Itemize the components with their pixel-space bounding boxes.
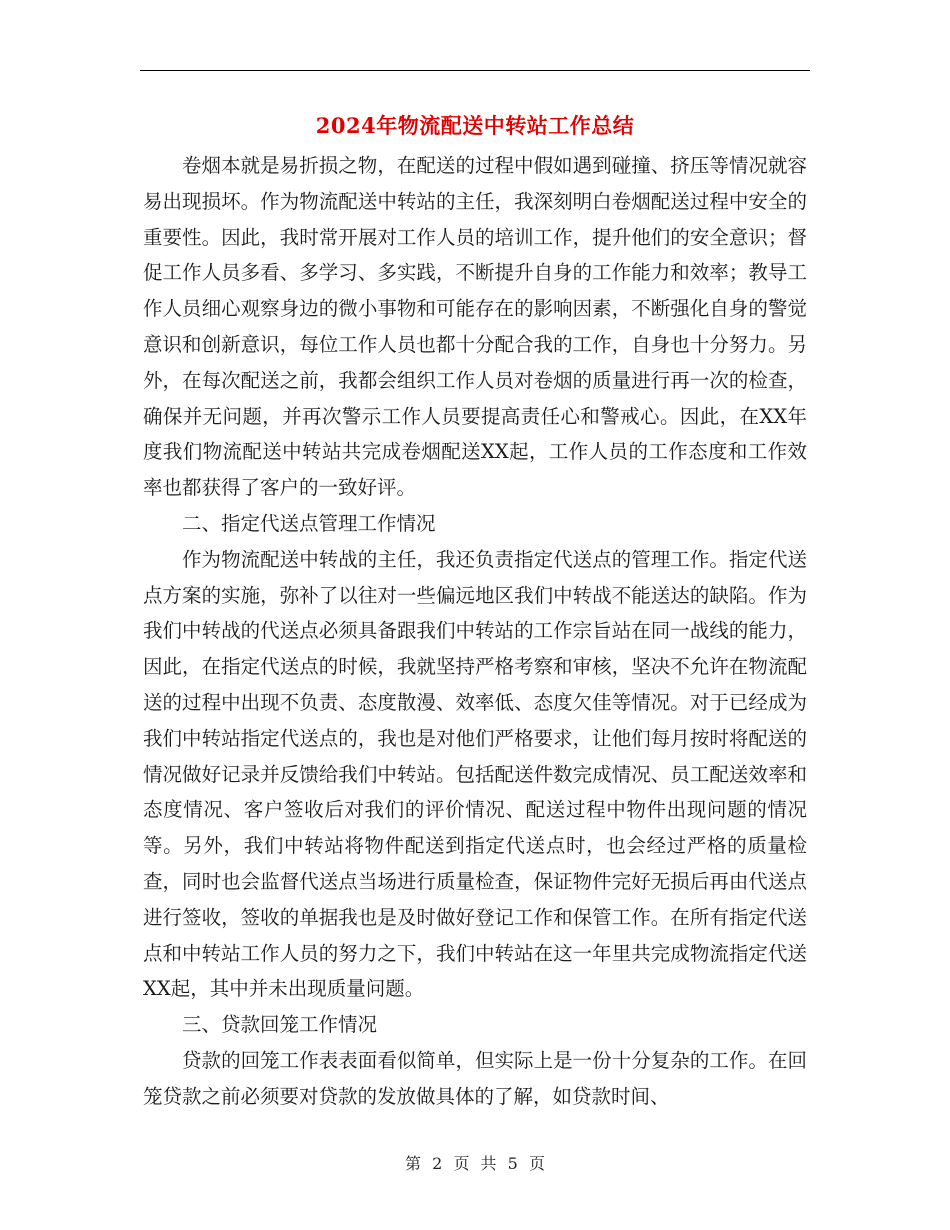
page-prefix: 第 xyxy=(405,1154,422,1173)
header-rule xyxy=(140,70,810,71)
page-unit: 页 xyxy=(453,1154,470,1173)
paragraph-designated-delivery: 作为物流配送中转战的主任，我还负责指定代送点的管理工作。指定代送点方案的实施，弥补了以往对一些偏远地区我们中转战不能送达的缺陷。作为我们中转战的代送点必须具备跟我们中转站的工作宗旨站在同一战线的能力，因此，在指定代送点的时候，我就坚持严格考察和审核，坚决不允许在物流配送的过程中出现不负责、态度散漫、效率低、态度欠佳等情况。对于已经成为我们中转站指定代送点的，我也是对他们严格要求，让他们每月按时将配送的情况做好记录并反馈给我们中转站。包括配送件数完成情况、员工配送效率和态度情况、客户签收后对我们的评价情况、配送过程中物件出现问题的情况等。另外，我们中转站将物件配送到指定代送点时，也会经过严格的质量检查，同时也会监督代送点当场进行质量检查，保证物件完好无损后再由代送点进行签收，签收的单据我也是及时做好登记工作和保管工作。在所有指定代送点和中转站工作人员的努力之下，我们中转站在这一年里共完成物流指定代送XX起，其中并未出现质量问题。 xyxy=(143,547,807,1001)
paragraph-loan-recovery: 贷款的回笼工作表表面看似简单，但实际上是一份十分复杂的工作。在回笼贷款之前必须要对贷款的发放做具体的了解，如贷款时间、 xyxy=(143,1048,807,1108)
current-page-number: 2 xyxy=(432,1154,443,1173)
section-heading-loan-recovery: 三、贷款回笼工作情况 xyxy=(182,1013,378,1037)
document-body xyxy=(143,148,807,1115)
paragraph-intro: 卷烟本就是易折损之物，在配送的过程中假如遇到碰撞、挤压等情况就容易出现损坏。作为物流配送中转站的主任，我深刻明白卷烟配送过程中安全的重要性。因此，我时常开展对工作人员的培训工作，提升他们的安全意识；督促工作人员多看、多学习、多实践，不断提升自身的工作能力和效率；教导工作人员细心观察身边的微小事物和可能存在的影响因素，不断强化自身的警觉意识和创新意识，每位工作人员也都十分配合我的工作，自身也十分努力。另外，在每次配送之前，我都会组织工作人员对卷烟的质量进行再一次的检查，确保并无问题，并再次警示工作人员要提高责任心和警戒心。因此，在XX年度我们物流配送中转站共完成卷烟配送XX起，工作人员的工作态度和工作效率也都获得了客户的一致好评。 xyxy=(143,154,807,500)
page-footer xyxy=(0,1152,950,1176)
document-title: 2024年物流配送中转站工作总结 xyxy=(315,113,635,138)
section-heading-designated-delivery: 二、指定代送点管理工作情况 xyxy=(182,511,436,535)
total-prefix: 共 xyxy=(480,1154,497,1173)
total-unit: 页 xyxy=(528,1154,545,1173)
total-pages-number: 5 xyxy=(507,1154,518,1173)
